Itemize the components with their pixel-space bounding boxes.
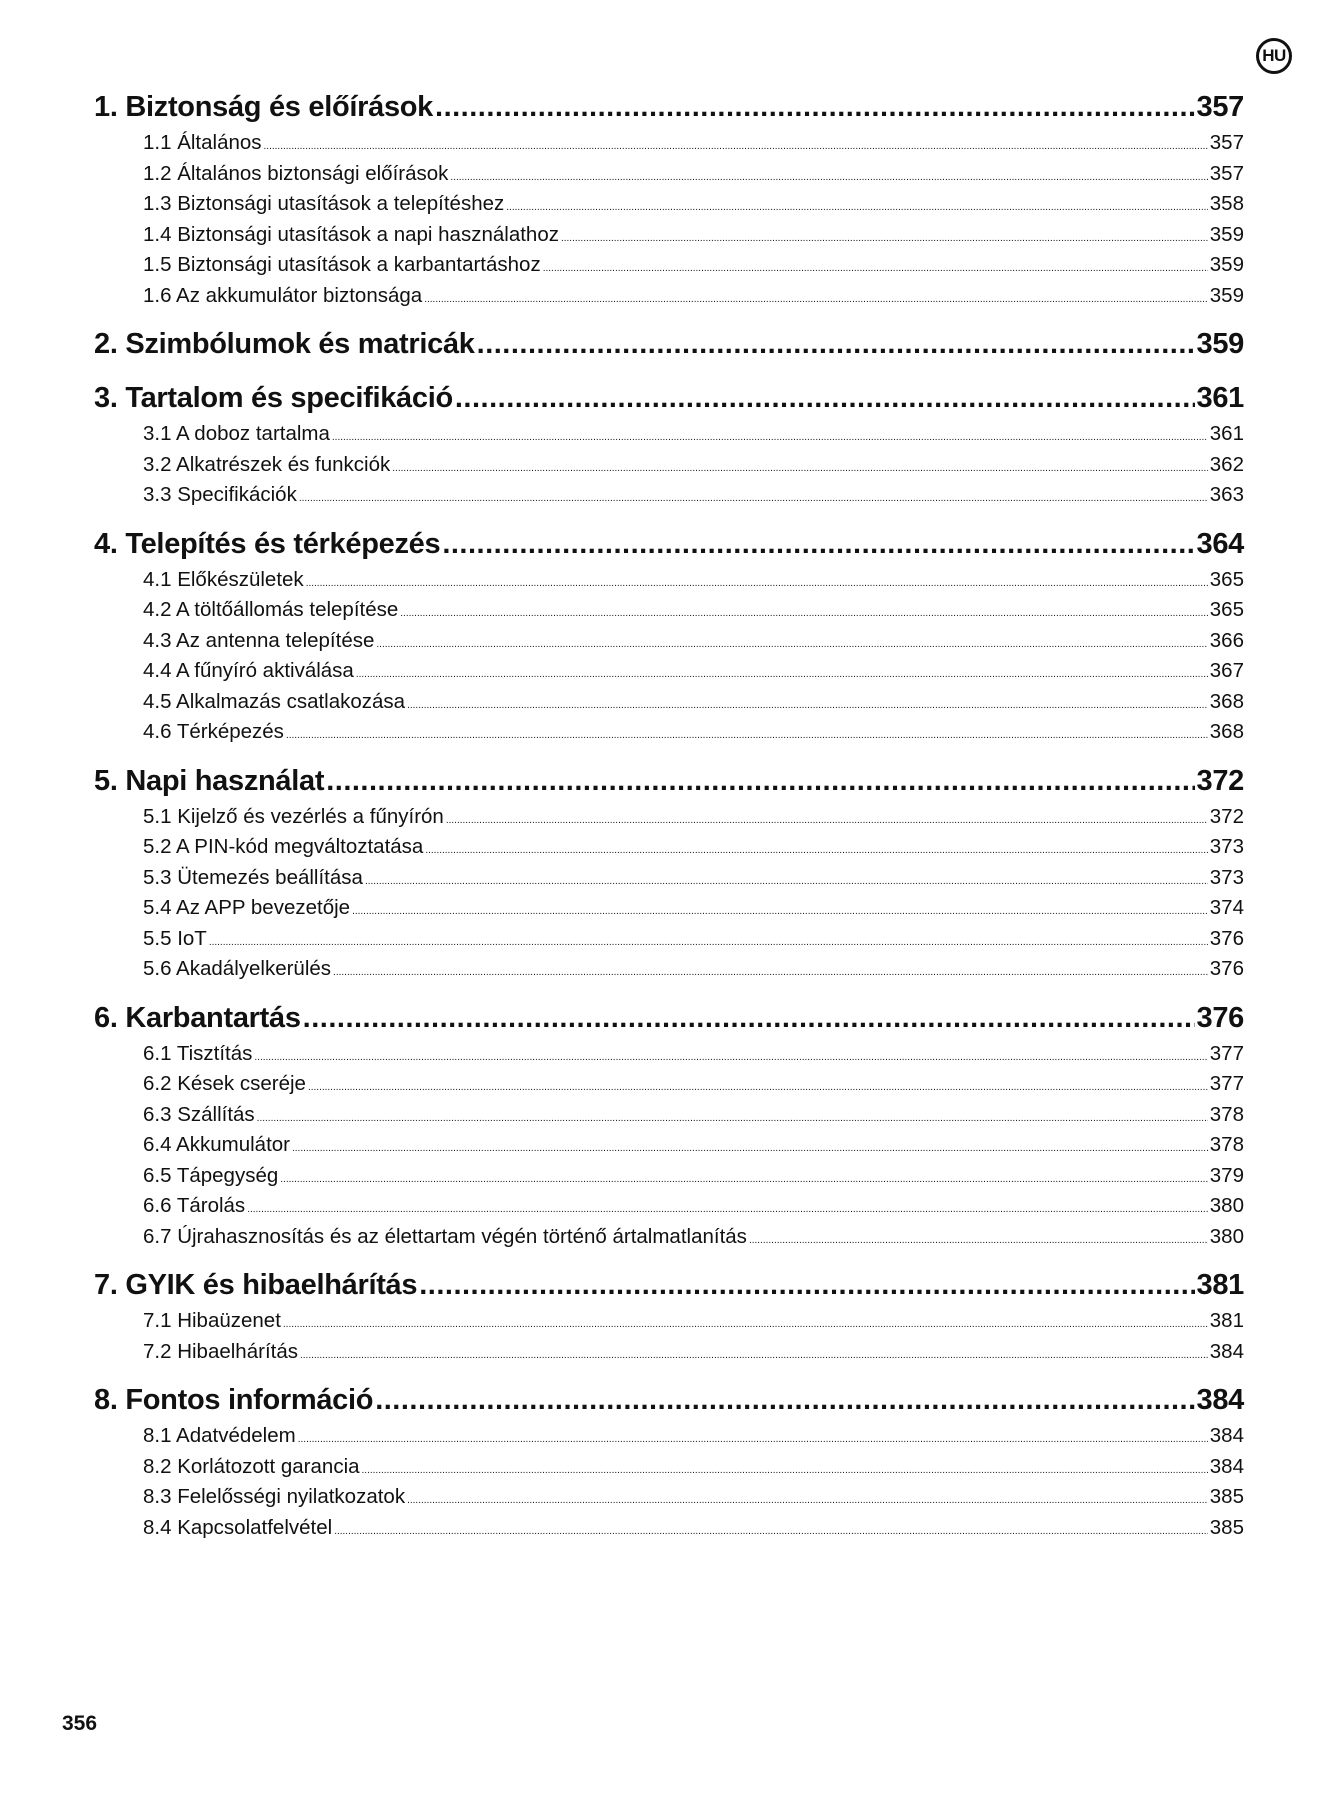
toc-entry-title: 5.2 A PIN-kód megváltoztatása (143, 835, 424, 858)
toc-entry[interactable] (94, 832, 1244, 863)
toc-heading[interactable] (94, 377, 1244, 419)
toc-entry-title: 3.3 Specifikációk (143, 483, 297, 506)
toc-section (94, 760, 1244, 985)
leader-dots (298, 1425, 1208, 1456)
leader-dots (292, 1134, 1208, 1165)
leader-dots (308, 1073, 1208, 1104)
toc-heading-page: 384 (1196, 1384, 1244, 1416)
leader-dots (425, 836, 1207, 867)
toc-entry-title: 4.6 Térképezés (143, 720, 284, 743)
toc-entry-title: 8.1 Adatvédelem (143, 1424, 296, 1447)
toc-entry[interactable] (94, 1421, 1244, 1452)
toc-entry[interactable] (94, 281, 1244, 312)
toc-entry-page: 373 (1209, 865, 1244, 889)
leader-dots (333, 958, 1208, 989)
toc-entry-title: 7.1 Hibaüzenet (143, 1309, 281, 1332)
toc-entry-page: 378 (1209, 1102, 1244, 1126)
toc-heading[interactable] (94, 323, 1244, 365)
toc-entry-title: 3.2 Alkatrészek és funkciók (143, 452, 391, 476)
leader-dots (450, 163, 1207, 194)
leader-dots (477, 323, 1195, 365)
toc-heading-page: 359 (1196, 328, 1244, 360)
toc-entry[interactable] (94, 924, 1244, 955)
leader-dots (303, 997, 1195, 1039)
leader-dots (543, 254, 1208, 285)
toc-entry-title: 4.4 A fűnyíró aktiválása (143, 659, 354, 682)
toc-entry-title: 4.2 A töltőállomás telepítése (143, 598, 399, 621)
toc-heading-page: 361 (1196, 382, 1244, 414)
toc-entry[interactable] (94, 863, 1244, 894)
toc-entry[interactable] (94, 480, 1244, 511)
leader-dots (334, 1517, 1208, 1548)
leader-dots (326, 760, 1194, 802)
leader-dots (392, 454, 1208, 485)
toc-entry[interactable] (94, 717, 1244, 748)
toc-entry-title: 1.2 Általános biztonsági előírások (143, 161, 449, 185)
toc-heading[interactable] (94, 523, 1244, 565)
leader-dots (407, 691, 1208, 722)
leader-dots (435, 86, 1194, 128)
toc-entry[interactable] (94, 1452, 1244, 1483)
toc-heading[interactable] (94, 997, 1244, 1039)
toc-entry-title: 8.3 Felelősségi nyilatkozatok (143, 1485, 406, 1508)
language-badge: HU (1256, 38, 1292, 74)
leader-dots (561, 224, 1208, 255)
table-of-contents (94, 86, 1244, 1555)
toc-heading[interactable] (94, 760, 1244, 802)
toc-entry-page: 362 (1209, 452, 1244, 476)
toc-entry-page: 378 (1209, 1133, 1244, 1156)
leader-dots (376, 630, 1207, 661)
toc-entry[interactable] (94, 419, 1244, 450)
toc-entry-title: 1.6 Az akkumulátor biztonsága (143, 283, 423, 307)
toc-entry-page: 359 (1209, 283, 1244, 307)
leader-dots (352, 897, 1208, 928)
toc-entry-title: 5.5 IoT (143, 926, 207, 950)
toc-entry-page: 384 (1209, 1339, 1244, 1363)
toc-entry[interactable] (94, 1161, 1244, 1192)
toc-entry-page: 373 (1209, 835, 1244, 858)
leader-dots (362, 1456, 1208, 1487)
toc-entry-title: 1.5 Biztonsági utasítások a karbantartáshoz (143, 253, 541, 276)
toc-entry-title: 6.6 Tárolás (143, 1194, 246, 1217)
toc-entry-page: 361 (1209, 422, 1244, 445)
toc-section (94, 997, 1244, 1253)
toc-entry[interactable] (94, 1513, 1244, 1544)
toc-entry[interactable] (94, 626, 1244, 657)
toc-entry-title: 5.3 Ütemezés beállítása (143, 865, 363, 889)
toc-entry[interactable] (94, 128, 1244, 159)
toc-entry-page: 380 (1209, 1194, 1244, 1217)
toc-entry-title: 3.1 A doboz tartalma (143, 422, 330, 445)
toc-entry[interactable] (94, 1482, 1244, 1513)
toc-entry-page: 359 (1209, 253, 1244, 276)
toc-entry[interactable] (94, 893, 1244, 924)
leader-dots (442, 523, 1194, 565)
toc-entry-page: 359 (1209, 222, 1244, 246)
toc-section (94, 86, 1244, 311)
toc-entry-title: 1.1 Általános (143, 131, 262, 154)
toc-entry-page: 374 (1209, 896, 1244, 919)
toc-heading-title: 3. Tartalom és specifikáció (94, 382, 453, 414)
toc-section (94, 1264, 1244, 1367)
toc-entry-page: 377 (1209, 1072, 1244, 1095)
toc-section (94, 523, 1244, 748)
toc-entry-title: 5.4 Az APP bevezetője (143, 896, 351, 919)
toc-entry[interactable] (94, 250, 1244, 281)
toc-entry-page: 367 (1209, 659, 1244, 682)
leader-dots (365, 867, 1208, 898)
toc-entry-page: 377 (1209, 1041, 1244, 1065)
toc-heading[interactable] (94, 1264, 1244, 1306)
leader-dots (283, 1310, 1208, 1341)
toc-entry-page: 368 (1209, 689, 1244, 713)
toc-heading-title: 5. Napi használat (94, 764, 325, 797)
page-number: 356 (62, 1712, 98, 1735)
toc-entry-title: 6.5 Tápegység (143, 1163, 279, 1187)
toc-section (94, 1379, 1244, 1543)
toc-entry-title: 6.3 Szállítás (143, 1102, 255, 1126)
toc-entry[interactable] (94, 954, 1244, 985)
toc-entry[interactable] (94, 1130, 1244, 1161)
toc-entry[interactable] (94, 565, 1244, 596)
toc-entry[interactable] (94, 1191, 1244, 1222)
toc-entry[interactable] (94, 595, 1244, 626)
toc-section (94, 323, 1244, 365)
toc-entry[interactable] (94, 802, 1244, 833)
toc-entry[interactable] (94, 159, 1244, 190)
toc-heading-title: 6. Karbantartás (94, 1001, 301, 1034)
toc-entry-page: 357 (1209, 161, 1244, 185)
leader-dots (506, 193, 1208, 224)
toc-heading-page: 381 (1196, 1269, 1244, 1301)
toc-entry-title: 6.1 Tisztítás (143, 1041, 253, 1065)
leader-dots (306, 569, 1208, 600)
toc-heading[interactable] (94, 1379, 1244, 1421)
toc-entry-page: 365 (1209, 598, 1244, 621)
leader-dots (286, 721, 1208, 752)
toc-entry[interactable] (94, 450, 1244, 481)
leader-dots (209, 928, 1208, 959)
leader-dots (299, 484, 1208, 515)
toc-entry[interactable] (94, 687, 1244, 718)
leader-dots (300, 1341, 1208, 1372)
toc-heading-title: 4. Telepítés és térképezés (94, 527, 441, 560)
leader-dots (375, 1379, 1194, 1421)
toc-entry-title: 5.1 Kijelző és vezérlés a fűnyírón (143, 804, 444, 828)
leader-dots (254, 1043, 1207, 1074)
toc-entry-title: 4.5 Alkalmazás csatlakozása (143, 689, 406, 713)
toc-entry-page: 365 (1209, 567, 1244, 591)
toc-heading-title: 7. GYIK és hibaelhárítás (94, 1269, 418, 1301)
leader-dots (280, 1165, 1208, 1196)
toc-heading-page: 357 (1196, 91, 1244, 123)
toc-heading[interactable] (94, 86, 1244, 128)
toc-entry-title: 1.4 Biztonsági utasítások a napi használathoz (143, 222, 559, 246)
toc-entry[interactable] (94, 1100, 1244, 1131)
toc-entry-page: 366 (1209, 628, 1244, 652)
leader-dots (332, 423, 1208, 454)
toc-entry-page: 368 (1209, 720, 1244, 743)
leader-dots (400, 599, 1208, 630)
leader-dots (356, 660, 1208, 691)
toc-entry[interactable] (94, 1306, 1244, 1337)
leader-dots (424, 285, 1208, 316)
toc-entry-title: 4.1 Előkészületek (143, 567, 304, 591)
toc-entry-title: 1.3 Biztonsági utasítások a telepítéshez (143, 192, 505, 215)
toc-entry[interactable] (94, 189, 1244, 220)
toc-entry-page: 363 (1209, 483, 1244, 506)
toc-section (94, 377, 1244, 511)
toc-heading-title: 1. Biztonság és előírások (94, 91, 434, 123)
toc-heading-page: 372 (1196, 764, 1244, 797)
toc-entry-page: 372 (1209, 804, 1244, 828)
toc-entry-page: 384 (1209, 1454, 1244, 1478)
leader-dots (407, 1486, 1208, 1517)
toc-entry-page: 380 (1209, 1224, 1244, 1248)
toc-entry[interactable] (94, 656, 1244, 687)
toc-entry-page: 385 (1209, 1485, 1244, 1508)
toc-entry-title: 6.7 Újrahasznosítás és az élettartam végén történő ártalmatlanítás (143, 1224, 747, 1248)
toc-heading-page: 364 (1196, 527, 1244, 560)
toc-entry-page: 358 (1209, 192, 1244, 215)
toc-entry-page: 379 (1209, 1163, 1244, 1187)
toc-entry[interactable] (94, 1069, 1244, 1100)
toc-entry-page: 381 (1209, 1309, 1244, 1332)
toc-entry[interactable] (94, 1337, 1244, 1368)
toc-heading-page: 376 (1196, 1001, 1244, 1034)
toc-entry[interactable] (94, 220, 1244, 251)
toc-entry-page: 385 (1209, 1515, 1244, 1539)
toc-entry-title: 8.4 Kapcsolatfelvétel (143, 1515, 333, 1539)
toc-entry-title: 6.2 Kések cseréje (143, 1072, 306, 1095)
toc-entry-page: 376 (1209, 957, 1244, 980)
toc-entry-page: 376 (1209, 926, 1244, 950)
toc-heading-title: 2. Szimbólumok és matricák (94, 328, 475, 360)
toc-entry[interactable] (94, 1222, 1244, 1253)
toc-entry-page: 384 (1209, 1424, 1244, 1447)
leader-dots (419, 1264, 1194, 1306)
toc-entry-title: 4.3 Az antenna telepítése (143, 628, 375, 652)
toc-entry-title: 5.6 Akadályelkerülés (143, 957, 332, 980)
toc-entry-page: 357 (1209, 131, 1244, 154)
leader-dots (446, 806, 1208, 837)
toc-entry-title: 6.4 Akkumulátor (143, 1133, 290, 1156)
toc-entry-title: 7.2 Hibaelhárítás (143, 1339, 298, 1363)
leader-dots (455, 377, 1195, 419)
toc-heading-title: 8. Fontos információ (94, 1384, 374, 1416)
leader-dots (257, 1104, 1208, 1135)
leader-dots (749, 1226, 1208, 1257)
toc-entry-title: 8.2 Korlátozott garancia (143, 1454, 360, 1478)
toc-entry[interactable] (94, 1039, 1244, 1070)
